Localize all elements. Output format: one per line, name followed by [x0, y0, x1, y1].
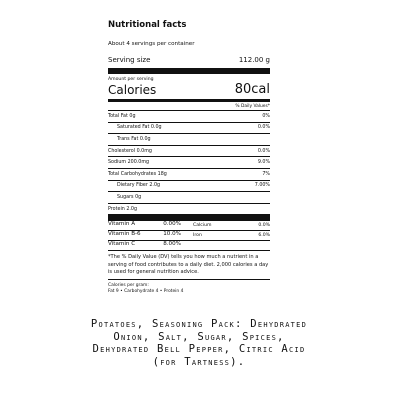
vitamin-pct: 0.00% [163, 221, 181, 228]
nutrient-label: Cholesterol 0.0mg [108, 148, 152, 154]
nutrient-row-sodium [108, 157, 270, 169]
nutrient-label: Trans Fat 0.0g [117, 136, 151, 142]
nutrient-dv: 7.00% [254, 183, 270, 189]
nutrient-label: Total Carbohydrates 18g [108, 171, 167, 177]
serving-size-label: Serving size [108, 56, 151, 64]
nutrient-label: Saturated Fat 0.0g [117, 125, 162, 131]
panel-title: Nutritional facts [108, 20, 187, 30]
mineral-right-cell [189, 221, 270, 230]
calories-value: 80cal [234, 82, 270, 97]
vitamin-left-cell [108, 221, 189, 230]
daily-values-header: % Daily Values* [108, 102, 270, 111]
calories-per-gram-title: Calories per gram: [108, 282, 149, 288]
vitamin-row-a [108, 221, 270, 231]
vitamin-pct: 8.00% [163, 241, 181, 248]
mineral-right-cell [189, 241, 270, 250]
ingredients-text: Potatoes, Seasoning Pack: Dehydrated Onion, Salt, Sugar, Spices, Dehydrated Bell Pepper, Citric Acid (for Tartness). [90, 318, 308, 368]
nutrient-dv: 0.0% [257, 148, 270, 154]
serving-size-row [108, 56, 270, 68]
nutrient-dv: 0% [262, 113, 270, 119]
mineral-right-cell [189, 231, 270, 240]
calories-row [108, 82, 270, 99]
nutrient-dv: 7% [262, 171, 270, 177]
nutrient-row-dietary-fiber [108, 181, 270, 193]
amount-per-serving: Amount per serving [108, 77, 154, 82]
nutrient-dv: 0.0% [257, 125, 270, 131]
nutrient-dv: 9.0% [257, 160, 270, 166]
mineral-label: Calcium [193, 223, 212, 229]
divider-thick [108, 68, 270, 74]
nutrient-row-cholesterol [108, 146, 270, 158]
serving-size-value: 112.00 g [238, 56, 270, 64]
calories-label: Calories [108, 82, 157, 97]
mineral-pct: 6.0% [258, 233, 270, 239]
vitamin-left-cell [108, 241, 189, 250]
vitamin-label: Vitamin A [108, 221, 136, 228]
vitamin-pct: 10.0% [163, 231, 181, 238]
nutrient-row-trans-fat [108, 134, 270, 146]
nutrient-row-sugars [108, 192, 270, 204]
calories-per-gram-values: Fat 9 • Carbohydrate 4 • Protein 4 [108, 288, 184, 294]
nutrient-label: Sugars 0g [117, 194, 142, 200]
daily-value-footnote: *The % Daily Value (DV) tells you how much a nutrient in a serving of food contributes to a daily diet. 2,000 calories a day is used for general nutrition advice. [108, 254, 270, 280]
nutrient-row-protein [108, 204, 270, 216]
nutrient-label: Dietary Fiber 2.0g [117, 183, 161, 189]
nutrient-row-total-carbohydrates [108, 169, 270, 181]
nutrient-row-total-fat [108, 111, 270, 123]
nutrient-row-saturated-fat [108, 123, 270, 135]
nutrient-label: Protein 2.0g [108, 206, 138, 212]
vitamin-label: Vitamin B-6 [108, 231, 141, 238]
mineral-label: Iron [193, 233, 202, 239]
nutrition-facts-panel [108, 12, 270, 295]
vitamin-left-cell [108, 231, 189, 240]
nutrient-label: Sodium 200.0mg [108, 160, 150, 166]
vitamin-label: Vitamin C [108, 241, 136, 248]
mineral-pct: 0.0% [258, 223, 270, 229]
vitamin-row-c [108, 241, 270, 251]
vitamin-row-b6 [108, 231, 270, 241]
calories-per-gram [108, 283, 270, 295]
servings-per-container: About 4 servings per container [108, 41, 195, 47]
nutrient-label: Total Fat 0g [108, 113, 136, 119]
